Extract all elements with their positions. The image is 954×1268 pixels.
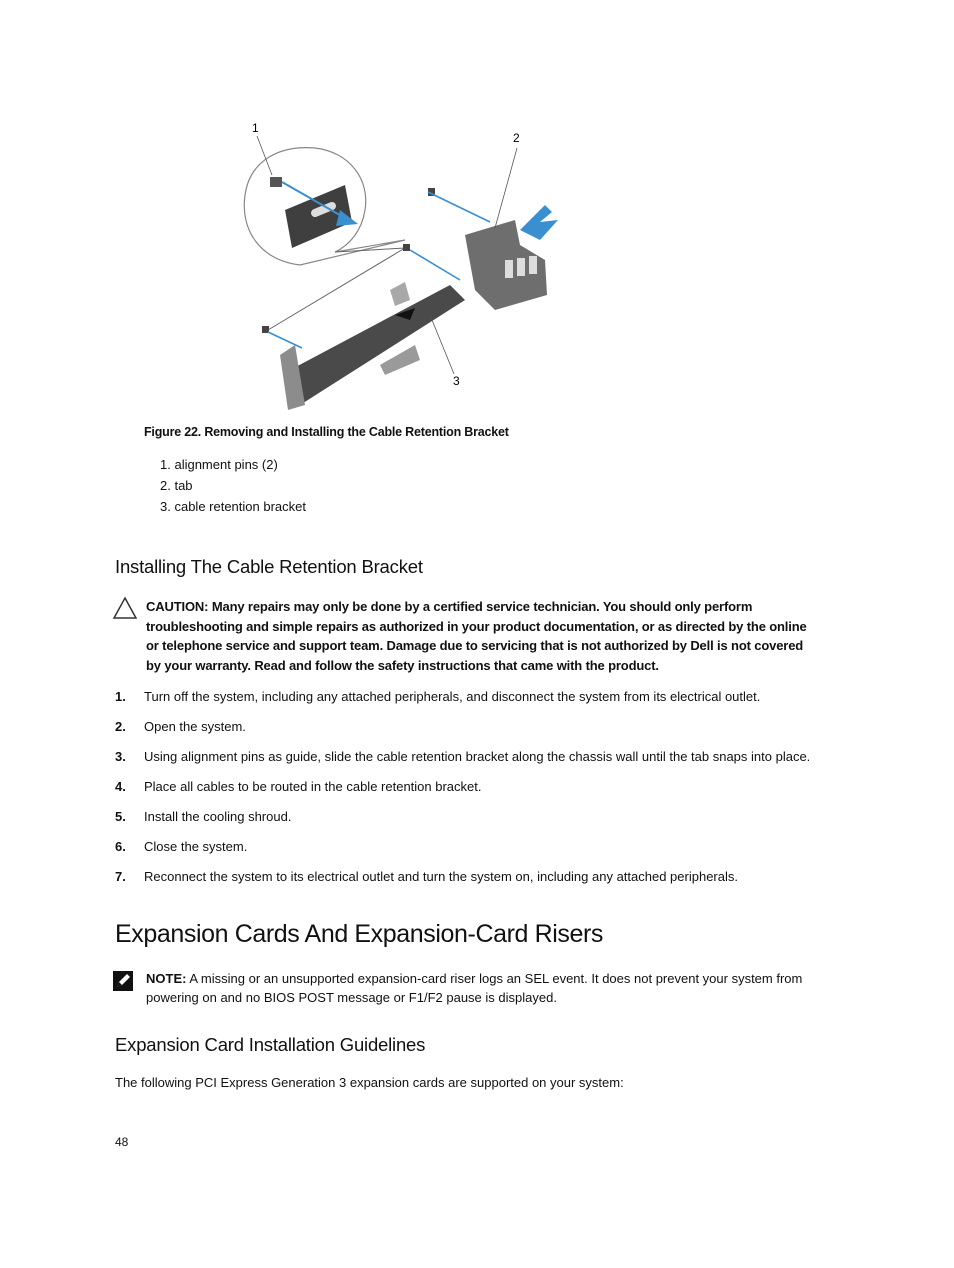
legend-item: 2. tab (160, 478, 193, 493)
step-item: 6. Close the system. (115, 839, 248, 854)
step-item: 4. Place all cables to be routed in the cable retention bracket. (115, 779, 482, 794)
section-heading-guidelines: Expansion Card Installation Guidelines (115, 1034, 426, 1055)
step-item: 5. Install the cooling shroud. (115, 809, 292, 824)
figure-cable-retention-bracket (240, 110, 570, 415)
figure-legend (160, 456, 306, 519)
pin-middle (403, 244, 410, 251)
caution-text: Many repairs may only be done by a certified service technician. You should only perform troubleshooting and simple repairs as authorized in your product documentation, or as directed by the online or telephone service and support team. Damage due to servicing that is not authorized by Dell is not covered by your warranty. Read and follow the safety instructions that came with the product. (146, 599, 807, 673)
bracket-illustration (240, 110, 570, 415)
guidelines-intro: The following PCI Express Generation 3 expansion cards are supported on your system: (115, 1075, 624, 1090)
bracket-clip (390, 282, 410, 306)
legend-item: 1. alignment pins (2) (160, 457, 278, 472)
step-item: 7. Reconnect the system to its electrical outlet and turn the system on, including any attached peripherals. (115, 869, 738, 884)
installation-steps (115, 688, 815, 898)
callout-2: 2 (513, 131, 520, 145)
caution-triangle-icon (112, 596, 138, 620)
callout-3: 3 (453, 374, 460, 388)
note-notice (146, 969, 811, 1007)
pin-bottom (262, 326, 269, 333)
section-heading-installing: Installing The Cable Retention Bracket (115, 556, 423, 577)
callout-1: 1 (252, 121, 259, 135)
step-item: 2. Open the system. (115, 719, 246, 734)
note-text: A missing or an unsupported expansion-card riser logs an SEL event. It does not prevent your system from powering on and no BIOS POST message or F1/F2 pause is displayed. (146, 971, 803, 1005)
page-number: 48 (115, 1135, 129, 1149)
caution-notice (146, 597, 811, 675)
step-item: 1. Turn off the system, including any attached peripherals, and disconnect the system from its electrical outlet. (115, 689, 761, 704)
note-label: NOTE: (146, 971, 187, 986)
chapter-heading-expansion-cards: Expansion Cards And Expansion-Card Risers (115, 920, 604, 948)
zoom-pin (270, 177, 282, 187)
legend-item: 3. cable retention bracket (160, 499, 306, 514)
bracket-body (290, 285, 465, 405)
push-arrow-icon (520, 205, 558, 240)
note-pencil-icon (112, 970, 134, 992)
figure-caption: Figure 22. Removing and Installing the Cable Retention Bracket (144, 425, 509, 439)
step-item: 3. Using alignment pins as guide, slide the cable retention bracket along the chassis wall until the tab snaps into place. (115, 749, 811, 764)
caution-label: CAUTION: (146, 599, 209, 614)
